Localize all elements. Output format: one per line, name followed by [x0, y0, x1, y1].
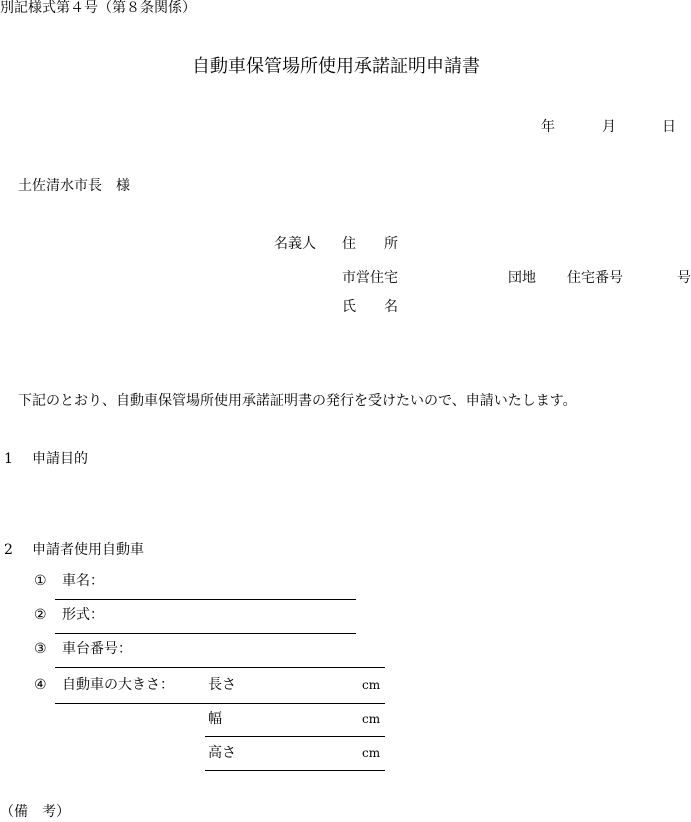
vehicle-model-label: 形式： — [62, 607, 104, 623]
item-marker: ② — [34, 607, 47, 623]
housing-label: 市営住宅 — [342, 270, 398, 286]
applicant-role: 名義人 — [274, 236, 316, 252]
height-label: 高さ — [208, 745, 236, 761]
remarks-label: （備 考） — [0, 804, 70, 820]
unit-number-label: 住宅番号 — [567, 270, 623, 286]
item-marker: ③ — [34, 641, 47, 657]
addressee: 土佐清水市長 様 — [18, 178, 130, 194]
length-underline — [205, 703, 385, 704]
height-unit: cm — [362, 746, 381, 760]
vehicle-name-label: 車名： — [62, 573, 104, 589]
chassis-number-label: 車台番号： — [62, 641, 132, 657]
item-marker: ④ — [34, 677, 47, 693]
vehicle-model-underline — [55, 633, 356, 634]
section-2-label: 申請者使用自動車 — [32, 542, 144, 558]
name-label: 氏 名 — [342, 299, 398, 315]
estate-label: 団地 — [508, 270, 536, 286]
chassis-number-underline — [55, 667, 385, 668]
section-2-number: 2 — [4, 542, 13, 558]
statement-text: 下記のとおり、自動車保管場所使用承諾証明書の発行を受けたいので、申請いたします。 — [18, 393, 577, 409]
vehicle-size-underline-left — [55, 703, 205, 704]
length-label: 長さ — [208, 677, 236, 693]
section-1-label: 申請目的 — [32, 451, 88, 467]
width-underline — [205, 736, 385, 737]
vehicle-size-label: 自動車の大きさ： — [62, 677, 174, 693]
width-label: 幅 — [208, 711, 222, 727]
date-month: 月 — [602, 119, 616, 135]
address-label: 住 所 — [342, 236, 398, 252]
section-1-number: 1 — [4, 451, 13, 467]
width-unit: cm — [362, 712, 381, 726]
vehicle-name-underline — [55, 599, 356, 600]
length-unit: cm — [362, 678, 381, 692]
item-marker: ① — [34, 573, 47, 589]
unit-suffix: 号 — [677, 270, 691, 286]
form-label: 別記様式第４号（第８条関係） — [0, 0, 196, 16]
height-underline — [205, 770, 385, 771]
document-title: 自動車保管場所使用承諾証明申請書 — [192, 56, 480, 77]
date-day: 日 — [662, 119, 676, 135]
date-year: 年 — [541, 119, 555, 135]
